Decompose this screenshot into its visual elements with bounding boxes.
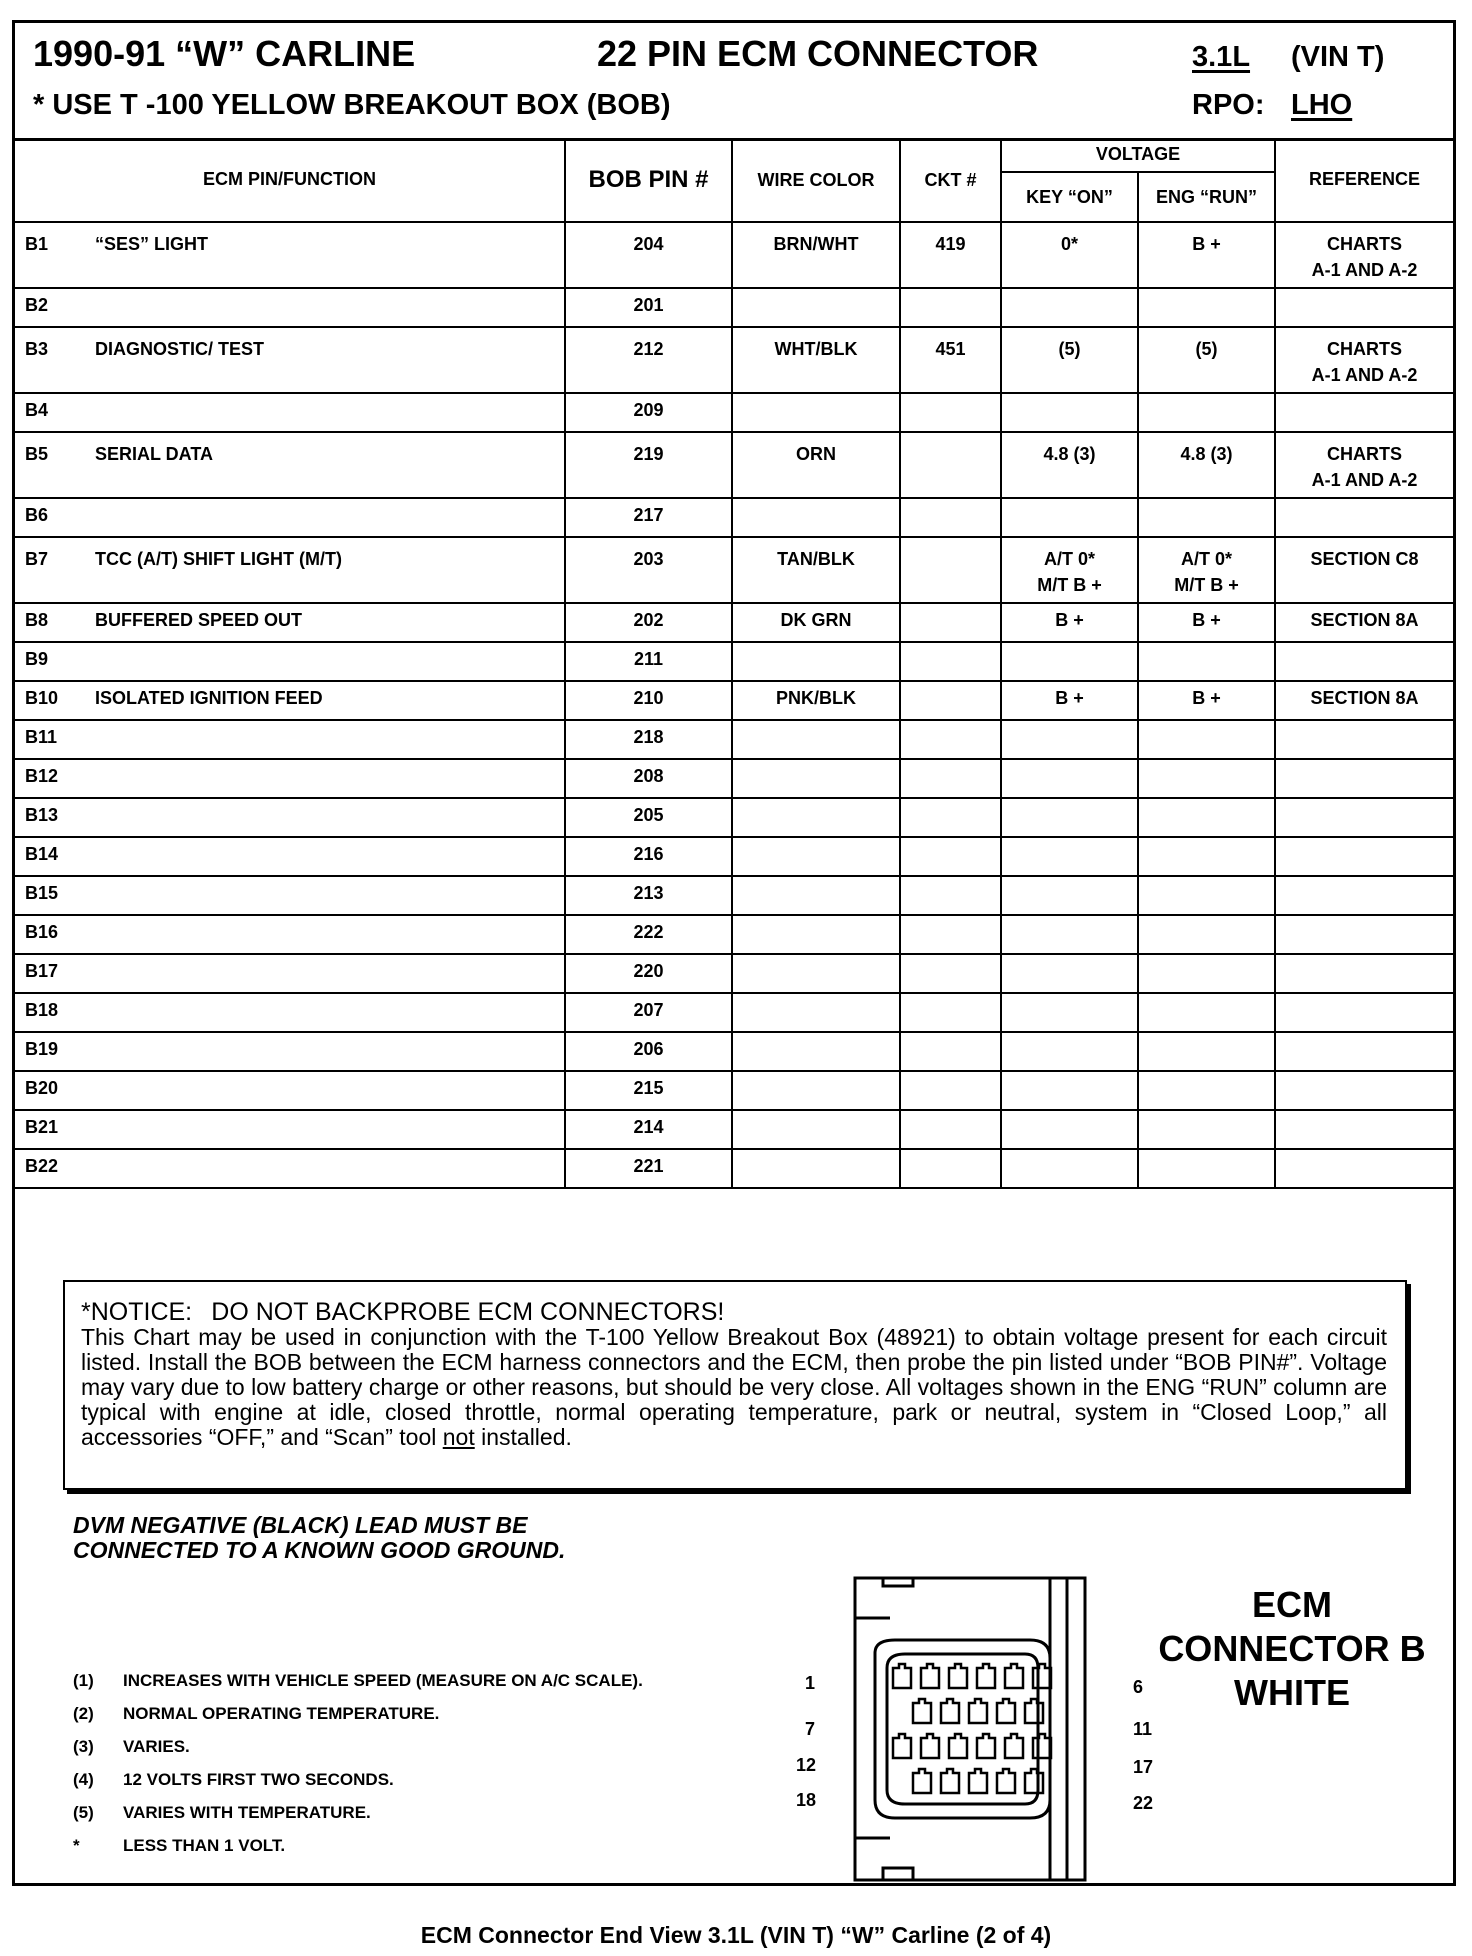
table-row	[15, 327, 1453, 393]
notice-body-text: This Chart may be used in conjunction with the T-100 Yellow Breakout Box (48921) to obtain voltage present for each circuit listed. Install the BOB between the ECM harness connectors and the ECM, then probe the pin listed under “BOB PIN#”. Voltage may vary due to low battery charge or other reasons, but should be very close. All voltages shown in the ENG “RUN” column are typical with engine at idle, closed throttle, normal operating temperature, park or neutral, system in “Closed Loop,” all accessories “OFF,” and “Scan” tool	[81, 1324, 1387, 1450]
reference-cell	[1275, 393, 1453, 432]
eng-run-cell	[1138, 876, 1275, 915]
header-bob-pin: BOB PIN #	[565, 138, 732, 222]
notice-body-emphasis: not	[442, 1424, 475, 1450]
bob-pin-cell: 210	[565, 681, 732, 720]
vin-label: (VIN T)	[1291, 41, 1385, 73]
pin-function-cell	[15, 537, 565, 603]
pin-id: B2	[25, 295, 49, 315]
carline-title: 1990-91 “W” CARLINE	[33, 33, 416, 74]
wire-color-cell	[732, 954, 900, 993]
wire-color-cell	[732, 1110, 900, 1149]
ckt-cell	[900, 498, 1001, 537]
key-on-cell: B +	[1001, 681, 1138, 720]
key-on-cell	[1001, 1032, 1138, 1071]
pin-cavity	[969, 1699, 987, 1723]
header-reference: REFERENCE	[1275, 138, 1453, 222]
pin-label-left-2: 7	[805, 1719, 816, 1739]
pin-cavity	[1033, 1664, 1051, 1688]
pin-id: B8	[25, 610, 49, 630]
eng-run-cell	[1138, 642, 1275, 681]
pin-id: B21	[25, 1117, 59, 1137]
header-wire-color: WIRE COLOR	[732, 138, 900, 222]
pin-id: B18	[25, 1000, 59, 1020]
eng-run-cell	[1138, 759, 1275, 798]
footnote-key: (4)	[73, 1770, 94, 1789]
reference-cell	[1275, 798, 1453, 837]
eng-run-cell	[1138, 954, 1275, 993]
wire-color-cell: DK GRN	[732, 603, 900, 642]
header-key-on: KEY “ON”	[1001, 172, 1138, 222]
wire-color-cell: TAN/BLK	[732, 537, 900, 603]
pin-table	[15, 138, 1453, 1189]
footnote-key: (5)	[73, 1803, 94, 1822]
reference-cell	[1275, 1032, 1453, 1071]
eng-run-cell	[1138, 288, 1275, 327]
table-row	[15, 759, 1453, 798]
bob-pin-cell: 215	[565, 1071, 732, 1110]
table-row	[15, 1071, 1453, 1110]
ckt-cell: 451	[900, 327, 1001, 393]
connector-caption-line-3: WHITE	[1234, 1672, 1350, 1713]
eng-run-cell	[1138, 1032, 1275, 1071]
pin-function-cell	[15, 603, 565, 642]
footnote-item	[73, 1671, 643, 1704]
ckt-cell	[900, 993, 1001, 1032]
footnote-key: (1)	[73, 1671, 94, 1690]
table-row	[15, 837, 1453, 876]
footnote-item	[73, 1770, 643, 1803]
footnote-key: (2)	[73, 1704, 94, 1723]
wire-color-cell	[732, 642, 900, 681]
wire-color-cell: WHT/BLK	[732, 327, 900, 393]
bob-pin-cell: 202	[565, 603, 732, 642]
table-row	[15, 393, 1453, 432]
connector-caption-line-2: CONNECTOR B	[1158, 1628, 1426, 1669]
eng-run-cell: B +	[1138, 222, 1275, 288]
reference-cell: CHARTS A-1 AND A-2	[1275, 432, 1453, 498]
footnote-item	[73, 1803, 643, 1836]
reference-cell	[1275, 876, 1453, 915]
pin-function-cell	[15, 1032, 565, 1071]
ckt-cell	[900, 393, 1001, 432]
table-row	[15, 681, 1453, 720]
eng-run-cell	[1138, 1110, 1275, 1149]
eng-run-cell	[1138, 498, 1275, 537]
key-on-cell	[1001, 498, 1138, 537]
footnote-key: (3)	[73, 1737, 94, 1756]
reference-cell	[1275, 837, 1453, 876]
bob-pin-cell: 213	[565, 876, 732, 915]
table-row	[15, 720, 1453, 759]
table-row	[15, 537, 1453, 603]
wire-color-cell	[732, 798, 900, 837]
reference-cell: SECTION 8A	[1275, 603, 1453, 642]
wire-color-cell	[732, 720, 900, 759]
pin-cavity	[913, 1769, 931, 1793]
wire-color-cell	[732, 876, 900, 915]
key-on-cell: (5)	[1001, 327, 1138, 393]
key-on-cell	[1001, 288, 1138, 327]
eng-run-cell	[1138, 393, 1275, 432]
pin-function-cell	[15, 222, 565, 288]
ckt-cell	[900, 954, 1001, 993]
pin-id: B12	[25, 766, 59, 786]
footnote-item	[73, 1836, 643, 1869]
table-row	[15, 954, 1453, 993]
wire-color-cell: BRN/WHT	[732, 222, 900, 288]
eng-run-cell: A/T 0* M/T B +	[1138, 537, 1275, 603]
eng-run-cell	[1138, 993, 1275, 1032]
pin-cavity	[893, 1734, 911, 1758]
bob-pin-cell: 207	[565, 993, 732, 1032]
key-on-cell: 4.8 (3)	[1001, 432, 1138, 498]
pin-cavity	[913, 1699, 931, 1723]
bob-pin-cell: 216	[565, 837, 732, 876]
pin-id: B22	[25, 1156, 59, 1176]
pin-id: B9	[25, 649, 49, 669]
pin-function: DIAGNOSTIC/ TEST	[95, 339, 265, 359]
pin-function-cell	[15, 393, 565, 432]
pin-id: B17	[25, 961, 59, 981]
pin-id: B4	[25, 400, 49, 420]
pin-cavity	[977, 1664, 995, 1688]
connector-end-view-diagram	[835, 1568, 1135, 1890]
notice-body-end: installed.	[474, 1424, 572, 1450]
wire-color-cell	[732, 993, 900, 1032]
table-row	[15, 642, 1453, 681]
pin-cavity	[1005, 1734, 1023, 1758]
pin-function-cell	[15, 798, 565, 837]
reference-cell	[1275, 1071, 1453, 1110]
header-eng-run: ENG “RUN”	[1138, 172, 1275, 222]
rpo-label: RPO:	[1192, 89, 1265, 121]
eng-run-cell	[1138, 1149, 1275, 1188]
table-row	[15, 603, 1453, 642]
pin-function-cell	[15, 954, 565, 993]
pin-function-cell	[15, 681, 565, 720]
ckt-cell	[900, 603, 1001, 642]
footnote-item	[73, 1737, 643, 1770]
footnote-text: VARIES.	[123, 1737, 190, 1756]
pin-id: B20	[25, 1078, 59, 1098]
reference-cell	[1275, 915, 1453, 954]
pin-label-right-3: 17	[1133, 1757, 1154, 1777]
pin-id: B10	[25, 688, 59, 708]
pin-id: B1	[25, 234, 49, 254]
connector-caption-line-1: ECM	[1252, 1584, 1332, 1625]
pin-id: B19	[25, 1039, 59, 1059]
wire-color-cell	[732, 915, 900, 954]
page-footer: ECM Connector End View 3.1L (VIN T) “W” Carline (2 of 4)	[420, 1922, 1052, 1948]
dvm-note-line-1: DVM NEGATIVE (BLACK) LEAD MUST BE	[73, 1512, 528, 1538]
eng-run-cell	[1138, 1071, 1275, 1110]
table-row	[15, 1149, 1453, 1188]
pin-cavity	[1025, 1769, 1043, 1793]
pin-function: BUFFERED SPEED OUT	[95, 610, 303, 630]
ckt-cell	[900, 642, 1001, 681]
rpo-value: LHO	[1291, 89, 1353, 121]
header-ckt: CKT #	[900, 138, 1001, 222]
reference-cell	[1275, 720, 1453, 759]
key-on-cell	[1001, 837, 1138, 876]
reference-cell	[1275, 1149, 1453, 1188]
reference-cell	[1275, 1110, 1453, 1149]
eng-run-cell: B +	[1138, 681, 1275, 720]
reference-cell	[1275, 642, 1453, 681]
bob-pin-cell: 214	[565, 1110, 732, 1149]
pin-id: B5	[25, 444, 49, 464]
bob-pin-cell: 218	[565, 720, 732, 759]
pin-function-cell	[15, 1110, 565, 1149]
pin-label-left-3: 12	[796, 1755, 817, 1775]
key-on-cell	[1001, 1149, 1138, 1188]
wire-color-cell: PNK/BLK	[732, 681, 900, 720]
footnote-text: INCREASES WITH VEHICLE SPEED (MEASURE ON A/C SCALE).	[123, 1671, 643, 1690]
ckt-cell	[900, 1149, 1001, 1188]
table-row	[15, 1110, 1453, 1149]
pin-cavity	[997, 1699, 1015, 1723]
wire-color-cell: ORN	[732, 432, 900, 498]
pin-function: SERIAL DATA	[95, 444, 214, 464]
table-row	[15, 1032, 1453, 1071]
table-row	[15, 432, 1453, 498]
wire-color-cell	[732, 288, 900, 327]
connector-caption	[1147, 1583, 1437, 1715]
pin-cavity	[969, 1769, 987, 1793]
pin-label-left-4: 18	[796, 1790, 817, 1810]
engine-label: 3.1L	[1192, 41, 1251, 73]
ckt-cell	[900, 1110, 1001, 1149]
pin-function: TCC (A/T) SHIFT LIGHT (M/T)	[95, 549, 342, 569]
reference-cell: CHARTS A-1 AND A-2	[1275, 222, 1453, 288]
dvm-note	[73, 1513, 565, 1563]
pin-cavity	[921, 1664, 939, 1688]
reference-cell	[1275, 498, 1453, 537]
key-on-cell	[1001, 798, 1138, 837]
pin-function-cell	[15, 498, 565, 537]
ckt-cell	[900, 681, 1001, 720]
footnote-text: VARIES WITH TEMPERATURE.	[123, 1803, 371, 1822]
pin-function-cell	[15, 1071, 565, 1110]
ckt-cell	[900, 759, 1001, 798]
wire-color-cell	[732, 837, 900, 876]
pin-cavity	[941, 1769, 959, 1793]
reference-cell	[1275, 993, 1453, 1032]
pin-function-cell	[15, 876, 565, 915]
pin-cavity	[1033, 1734, 1051, 1758]
footnote-item	[73, 1704, 643, 1737]
bob-pin-cell: 221	[565, 1149, 732, 1188]
key-on-cell	[1001, 720, 1138, 759]
pin-cavity	[949, 1734, 967, 1758]
key-on-cell	[1001, 642, 1138, 681]
eng-run-cell	[1138, 915, 1275, 954]
pin-id: B6	[25, 505, 49, 525]
ckt-cell	[900, 915, 1001, 954]
notice-headline: DO NOT BACKPROBE ECM CONNECTORS!	[211, 1298, 725, 1326]
connector-housing	[855, 1578, 1050, 1880]
wire-color-cell	[732, 1071, 900, 1110]
notice-box	[63, 1280, 1407, 1490]
document-frame	[12, 20, 1456, 1886]
ckt-cell	[900, 876, 1001, 915]
table-row	[15, 876, 1453, 915]
wire-color-cell	[732, 1032, 900, 1071]
pin-function-cell	[15, 759, 565, 798]
bob-note: * USE T -100 YELLOW BREAKOUT BOX (BOB)	[33, 89, 671, 121]
eng-run-cell	[1138, 798, 1275, 837]
pin-label-right-2: 11	[1133, 1719, 1153, 1739]
key-on-cell	[1001, 393, 1138, 432]
ckt-cell	[900, 432, 1001, 498]
table-row	[15, 993, 1453, 1032]
key-on-cell	[1001, 954, 1138, 993]
eng-run-cell: 4.8 (3)	[1138, 432, 1275, 498]
bob-pin-cell: 203	[565, 537, 732, 603]
pin-id: B16	[25, 922, 59, 942]
pin-function-cell	[15, 432, 565, 498]
pin-label-right-1: 6	[1133, 1677, 1144, 1697]
pin-label-right-4: 22	[1133, 1793, 1154, 1813]
dvm-note-line-2: CONNECTED TO A KNOWN GOOD GROUND.	[73, 1537, 566, 1563]
connector-title: 22 PIN ECM CONNECTOR	[597, 33, 1039, 74]
reference-cell: SECTION C8	[1275, 537, 1453, 603]
reference-cell	[1275, 288, 1453, 327]
bob-pin-cell: 211	[565, 642, 732, 681]
pin-function: “SES” LIGHT	[95, 234, 209, 254]
key-on-cell: 0*	[1001, 222, 1138, 288]
pin-function-cell	[15, 642, 565, 681]
bob-pin-cell: 209	[565, 393, 732, 432]
key-on-cell: A/T 0* M/T B +	[1001, 537, 1138, 603]
ckt-cell	[900, 537, 1001, 603]
footnote-text: 12 VOLTS FIRST TWO SECONDS.	[123, 1770, 394, 1789]
table-row	[15, 288, 1453, 327]
notice-body	[81, 1325, 1387, 1450]
bob-pin-cell: 222	[565, 915, 732, 954]
pin-cavity	[1025, 1699, 1043, 1723]
key-on-cell: B +	[1001, 603, 1138, 642]
footnote-key: *	[73, 1836, 80, 1855]
pin-id: B11	[25, 727, 58, 747]
pin-id: B15	[25, 883, 59, 903]
reference-cell: CHARTS A-1 AND A-2	[1275, 327, 1453, 393]
key-on-cell	[1001, 993, 1138, 1032]
pin-id: B14	[25, 844, 59, 864]
wire-color-cell	[732, 759, 900, 798]
pin-label-left-1: 1	[805, 1673, 816, 1693]
pin-cavity	[977, 1734, 995, 1758]
bob-pin-cell: 204	[565, 222, 732, 288]
ckt-cell	[900, 837, 1001, 876]
bob-pin-cell: 217	[565, 498, 732, 537]
pin-function-cell	[15, 837, 565, 876]
pin-function-cell	[15, 720, 565, 759]
pin-function: ISOLATED IGNITION FEED	[95, 688, 323, 708]
reference-cell: SECTION 8A	[1275, 681, 1453, 720]
key-on-cell	[1001, 1071, 1138, 1110]
eng-run-cell	[1138, 837, 1275, 876]
ckt-cell	[900, 288, 1001, 327]
pin-function-cell	[15, 1149, 565, 1188]
table-row	[15, 222, 1453, 288]
pin-function-cell	[15, 327, 565, 393]
footnotes-list	[73, 1671, 643, 1869]
bob-pin-cell: 205	[565, 798, 732, 837]
ckt-cell	[900, 1032, 1001, 1071]
header-ecm-pin-function: ECM PIN/FUNCTION	[15, 138, 565, 222]
bob-pin-cell: 220	[565, 954, 732, 993]
pin-cavity	[893, 1664, 911, 1688]
pin-id: B3	[25, 339, 49, 359]
reference-cell	[1275, 954, 1453, 993]
pin-id: B13	[25, 805, 59, 825]
pin-cavity	[1005, 1664, 1023, 1688]
bob-pin-cell: 219	[565, 432, 732, 498]
pin-cavity	[941, 1699, 959, 1723]
bob-pin-cell: 212	[565, 327, 732, 393]
pin-cavity	[997, 1769, 1015, 1793]
pin-function-cell	[15, 288, 565, 327]
header-voltage: VOLTAGE	[1001, 138, 1275, 172]
table-row	[15, 915, 1453, 954]
pin-id: B7	[25, 549, 49, 569]
ckt-cell: 419	[900, 222, 1001, 288]
table-row	[15, 798, 1453, 837]
bob-pin-cell: 206	[565, 1032, 732, 1071]
bob-pin-cell: 208	[565, 759, 732, 798]
footnote-text: LESS THAN 1 VOLT.	[123, 1836, 286, 1855]
bob-pin-cell: 201	[565, 288, 732, 327]
eng-run-cell: B +	[1138, 603, 1275, 642]
key-on-cell	[1001, 915, 1138, 954]
pin-cavity	[949, 1664, 967, 1688]
ckt-cell	[900, 720, 1001, 759]
wire-color-cell	[732, 393, 900, 432]
key-on-cell	[1001, 1110, 1138, 1149]
eng-run-cell	[1138, 720, 1275, 759]
key-on-cell	[1001, 876, 1138, 915]
key-on-cell	[1001, 759, 1138, 798]
wire-color-cell	[732, 498, 900, 537]
reference-cell	[1275, 759, 1453, 798]
pin-cavity	[921, 1734, 939, 1758]
document-header	[15, 23, 1453, 141]
notice-title: *NOTICE:	[81, 1298, 193, 1326]
eng-run-cell: (5)	[1138, 327, 1275, 393]
ckt-cell	[900, 798, 1001, 837]
pin-function-cell	[15, 915, 565, 954]
table-row	[15, 498, 1453, 537]
ckt-cell	[900, 1071, 1001, 1110]
footnote-text: NORMAL OPERATING TEMPERATURE.	[123, 1704, 440, 1723]
pin-function-cell	[15, 993, 565, 1032]
wire-color-cell	[732, 1149, 900, 1188]
